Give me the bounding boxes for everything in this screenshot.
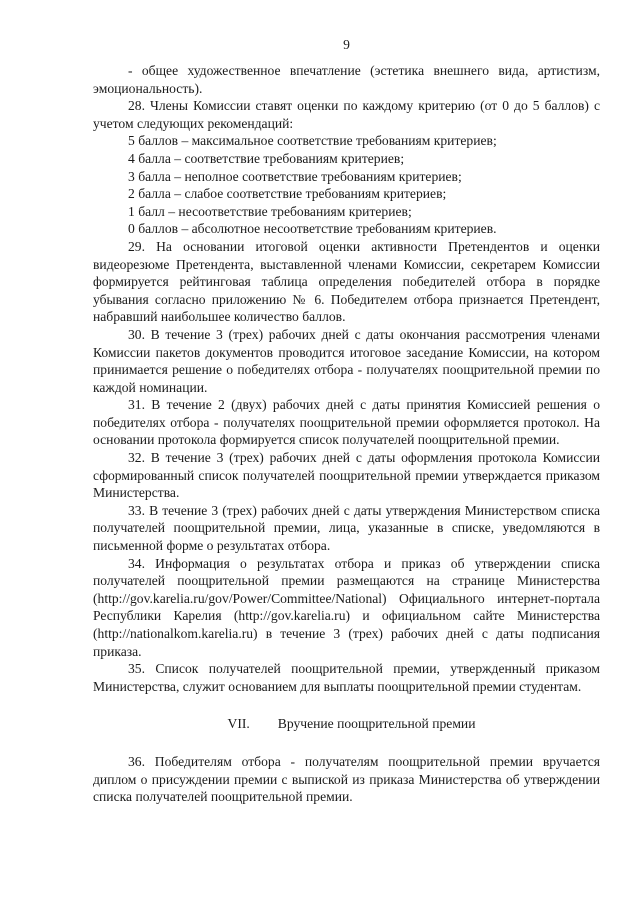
paragraph-33: 33. В течение 3 (трех) рабочих дней с даты утверждения Министерством списка получателей поощрительной премии, лица, указанные в списке, уведомляются в письменной форме о результатах отбора.: [93, 502, 600, 554]
paragraph-36: 36. Победителям отбора - получателям поощрительной премии вручается диплом о присуждении премии с выпиской из приказа Министерства об утверждении списка получателей поощрительной премии.: [93, 753, 600, 805]
section-heading: [93, 715, 600, 733]
score-item: 5 баллов – максимальное соответствие требованиям критериев;: [128, 133, 497, 149]
score-item: 4 балла – соответствие требованиям критериев;: [128, 150, 405, 166]
score-item: 0 баллов – абсолютное несоответствие требованиям критериев.: [128, 221, 497, 237]
paragraph-31: 31. В течение 2 (двух) рабочих дней с даты принятия Комиссией решения о победителях отбора - получателях поощрительной премии оформляется протокол. На основании протокола формируется список получателей поощрительной премии.: [93, 397, 600, 448]
paragraph-28: 28. Члены Комиссии ставят оценки по каждому критерию (от 0 до 5 баллов) с учетом следующих рекомендаций:: [93, 98, 600, 131]
paragraph-35: 35. Список получателей поощрительной премии, утвержденный приказом Министерства, служит основанием для выплаты поощрительной премии студентам.: [93, 661, 600, 694]
paragraph-29: 29. На основании итоговой оценки активности Претендентов и оценки видеорезюме Претендента, выставленной членами Комиссии, секретарем Комиссии формируется рейтинговая таблица определения победителей отбора в порядке убывания согласно приложению № 6. Победителем отбора признается Претендент, набравший наибольшее количество баллов.: [93, 238, 600, 325]
section-number: VII.: [227, 716, 250, 732]
score-item: 1 балл – несоответствие требованиям критериев;: [128, 203, 412, 219]
score-item: 2 балла – слабое соответствие требованиям критериев;: [128, 186, 447, 202]
paragraph-34: 34. Информация о результатах отбора и приказ об утверждении списка получателей поощрительной премии размещаются на странице Министерства (http://gov.karelia.ru/gov/Power/Committee/National) Официального интернет-портала Республики Карелия (http://gov.karelia.ru) и официальном сайте Министерства (http://nationalkom.karelia.ru) в течение 3 (трех) рабочих дней с даты подписания приказа.: [93, 555, 600, 659]
paragraph-intro: - общее художественное впечатление (эстетика внешнего вида, артистизм, эмоциональность).: [93, 63, 600, 96]
page-number: 9: [343, 37, 350, 52]
score-list: [93, 132, 600, 238]
paragraph-30: 30. В течение 3 (трех) рабочих дней с даты окончания рассмотрения членами Комиссии пакетов документов проводится итоговое заседание Комиссии, на котором принимается решение о победителях отбора - получателях поощрительной премии по каждой номинации.: [93, 326, 600, 395]
document-body: [93, 62, 600, 806]
score-item: 3 балла – неполное соответствие требованиям критериев;: [128, 168, 462, 184]
paragraph-32: 32. В течение 3 (трех) рабочих дней с даты оформления протокола Комиссии сформированный список получателей поощрительной премии утверждается приказом Министерства.: [93, 450, 600, 501]
section-title: Вручение поощрительной премии: [277, 716, 476, 732]
